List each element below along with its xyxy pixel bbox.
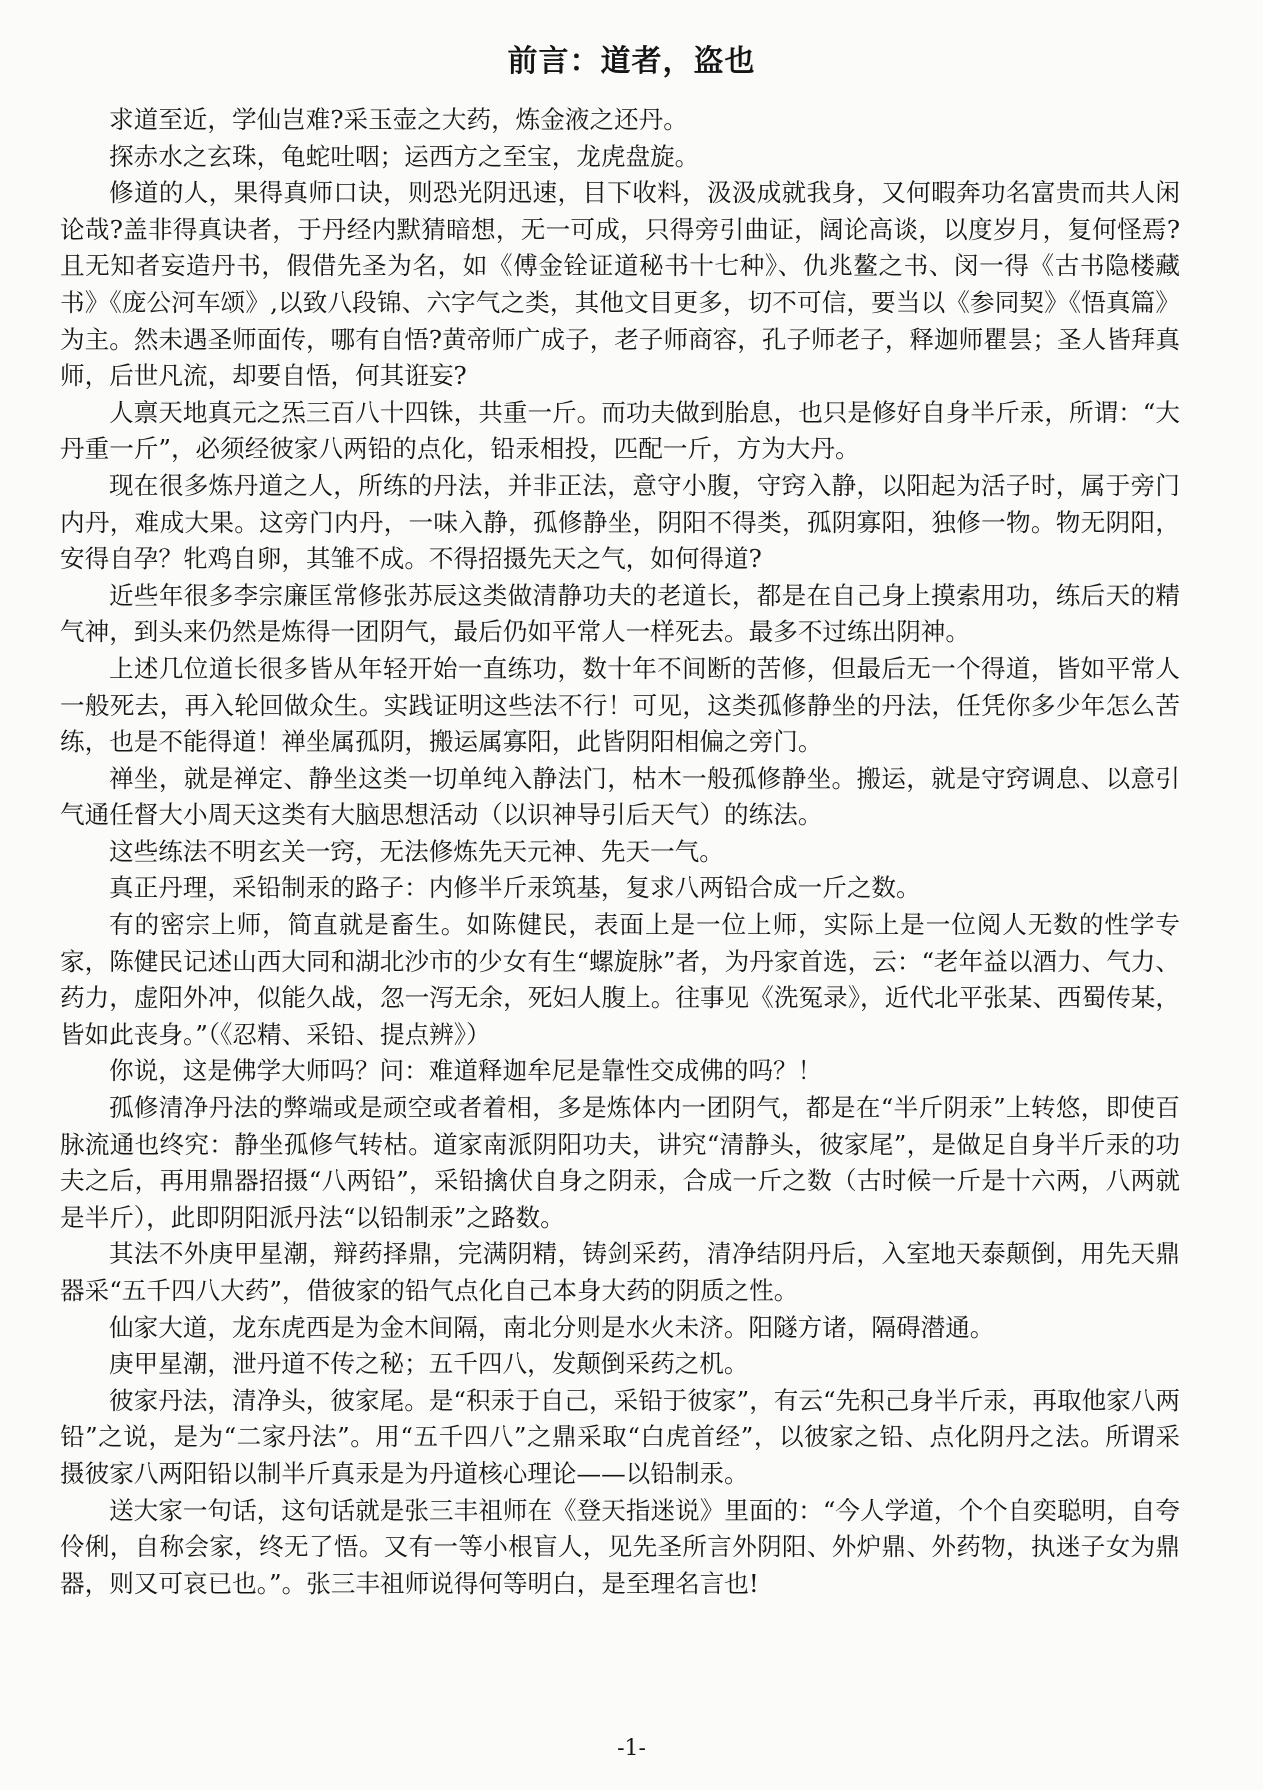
paragraph: 这些练法不明玄关一窍，无法修炼先天元神、先天一气。 [109,836,724,866]
paragraph: 现在很多炼丹道之人，所练的丹法，并非正法，意守小腹，守窍入静，以阳起为活子时，属于旁门内丹，难成大果。这旁门内丹，一味入静，孤修静坐，阴阳不得类，孤阴寡阳，独修一物。物无阴阳，安得自孕？牝鸡自卵，其雏不成。不得招摄先天之气，如何得道? [60,470,1180,574]
body-text [60,102,1180,1602]
paragraph: 你说，这是佛学大师吗？问：难道释迦牟尼是靠性交成佛的吗？！ [109,1056,823,1086]
page-number: -1- [617,1736,646,1761]
paragraph: 仙家大道，龙东虎西是为金木间隔，南北分则是水火未济。阳隧方诸，隔碍潜通。 [109,1312,995,1342]
page-title: 前言：道者，盗也 [507,44,756,79]
paragraph: 探赤水之玄珠，龟蛇吐咽；运西方之至宝，龙虎盘旋。 [109,141,700,171]
paragraph: 彼家丹法，清净头，彼家尾。是“积汞于自己，采铅于彼家”，有云“先积己身半斤汞，再取他家八两铅”之说，是为“二家丹法”。用“五千四八”之鼎采取“白虎首经”，以彼家之铅、点化阴丹之法。所谓采摄彼家八两阳铅以制半斤真汞是为丹道核心理论——以铅制汞。 [60,1385,1180,1488]
paragraph: 其法不外庚甲星潮，辩药择鼎，完满阴精，铸剑采药，清净结阴丹后，入室地天泰颠倒，用先天鼎器采“五千四八大药”，借彼家的铅气点化自己本身大药的阴质之性。 [60,1239,1180,1305]
paragraph: 修道的人，果得真师口诀，则恐光阴迅速，目下收料，汲汲成就我身，又何暇奔功名富贵而共人闲论哉?盖非得真诀者，于丹经内默猜暗想，无一可成，只得旁引曲证，阔论高谈，以度岁月，复何怪焉?且无知者妄造丹书，假借先圣为名，如《傅金铨证道秘书十七种》、仇兆鳌之书、闵一得《古书隐楼藏书》《庞公河车颂》,以致八段锦、六字气之类，其他文目更多，切不可信，要当以《参同契》《悟真篇》为主。然未遇圣师面传，哪有自悟?黄帝师广成子，老子师商容，孔子师老子，释迦师瞿昙；圣人皆拜真师，后世凡流，却要自悟，何其诳妄? [60,178,1180,391]
paragraph: 禅坐，就是禅定、静坐这类一切单纯入静法门，枯木一般孤修静坐。搬运，就是守窍调息、以意引气通任督大小周天这类有大脑思想活动（以识神导引后天气）的练法。 [60,763,1180,830]
paragraph: 上述几位道长很多皆从年轻开始一直练功，数十年不间断的苦修，但最后无一个得道，皆如平常人一般死去，再入轮回做众生。实践证明这些法不行！可见，这类孤修静坐的丹法，任凭你多少年怎么苦练，也是不能得道！禅坐属孤阴，搬运属寡阳，此皆阴阳相偏之旁门。 [60,653,1180,757]
paragraph: 庚甲星潮，泄丹道不传之秘；五千四八，发颠倒采药之机。 [109,1349,749,1379]
paragraph: 人禀天地真元之炁三百八十四铢，共重一斤。而功夫做到胎息，也只是修好自身半斤汞，所谓：“大丹重一斤”，必须经彼家八两铅的点化，铅汞相投，匹配一斤，方为大丹。 [60,397,1180,464]
paragraph: 求道至近，学仙岂难?采玉壶之大药，炼金液之还丹。 [109,105,688,134]
paragraph: 有的密宗上师，简直就是畜生。如陈健民，表面上是一位上师，实际上是一位阅人无数的性学专家，陈健民记述山西大同和湖北沙市的少女有生“螺旋脉”者，为丹家首选，云：“老年益以酒力、气力、药力，虚阳外冲，似能久战，忽一泻无余，死妇人腹上。往事见《洗冤录》，近代北平张某、西蜀传某，皆如此丧身。”（《忍精、采铅、提点辨》） [60,910,1180,1049]
paragraph: 真正丹理，采铅制汞的路子：内修半斤汞筑基，复求八两铅合成一斤之数。 [109,873,921,903]
paragraph: 近些年很多李宗廉匡常修张苏辰这类做清静功夫的老道长，都是在自己身上摸索用功，练后天的精气神，到头来仍然是炼得一团阴气，最后仍如平常人一样死去。最多不过练出阴神。 [60,580,1180,647]
paragraph: 送大家一句话，这句话就是张三丰祖师在《登天指迷说》里面的：“今人学道，个个自奕聪明，自夸伶俐，自称会家，终无了悟。又有一等小根盲人，见先圣所言外阴阳、外炉鼎、外药物，执迷子女为鼎器，则又可哀已也。”。张三丰祖师说得何等明白，是至理名言也! [60,1495,1180,1598]
paragraph: 孤修清净丹法的弊端或是顽空或者着相，多是炼体内一团阴气，都是在“半斤阴汞”上转悠，即使百脉流通也终究：静坐孤修气转枯。道家南派阴阳功夫，讲究“清静头，彼家尾”，是做足自身半斤汞的功夫之后，再用鼎器招摄“八两铅”，采铅擒伏自身之阴汞，合成一斤之数（古时候一斤是十六两，八两就是半斤），此即阴阳派丹法“以铅制汞”之路数。 [60,1093,1180,1232]
